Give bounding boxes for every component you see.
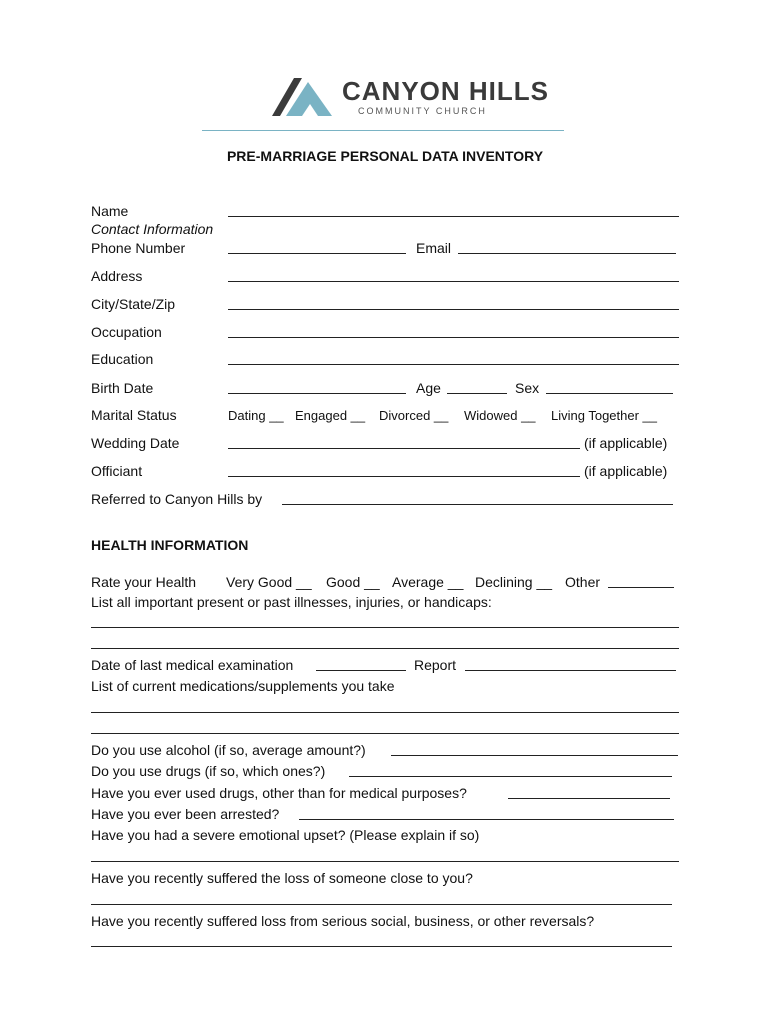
education-label: Education bbox=[91, 351, 154, 367]
alcohol-field[interactable] bbox=[391, 755, 678, 756]
wedding-date-field[interactable] bbox=[228, 448, 580, 449]
drugs-question: Do you use drugs (if so, which ones?) bbox=[91, 763, 326, 779]
phone-label: Phone Number bbox=[91, 240, 186, 256]
illness-answer-line-2[interactable] bbox=[91, 648, 679, 649]
report-field[interactable] bbox=[465, 670, 676, 671]
brand-subtitle: COMMUNITY CHURCH bbox=[358, 106, 487, 116]
occupation-label: Occupation bbox=[91, 324, 162, 340]
wedding-if-applicable: (if applicable) bbox=[584, 435, 668, 451]
birth-date-field[interactable] bbox=[228, 393, 406, 394]
contact-info-label: Contact Information bbox=[91, 221, 214, 237]
health-heading: HEALTH INFORMATION bbox=[91, 537, 249, 553]
medications-answer-line-2[interactable] bbox=[91, 733, 679, 734]
name-label: Name bbox=[91, 203, 129, 219]
rate-option-very-good[interactable]: Very Good __ bbox=[226, 574, 312, 590]
marital-option-dating[interactable]: Dating __ bbox=[228, 408, 284, 423]
reversals-answer-line[interactable] bbox=[91, 946, 672, 947]
officiant-label: Officiant bbox=[91, 463, 143, 479]
mountain-logo-icon bbox=[272, 74, 336, 116]
email-label: Email bbox=[416, 240, 452, 256]
city-state-zip-field[interactable] bbox=[228, 309, 679, 310]
header-divider bbox=[202, 130, 564, 131]
name-field[interactable] bbox=[228, 216, 679, 217]
address-label: Address bbox=[91, 268, 143, 284]
phone-field[interactable] bbox=[228, 253, 406, 254]
page-title: PRE-MARRIAGE PERSONAL DATA INVENTORY bbox=[226, 148, 544, 164]
medications-question: List of current medications/supplements you take bbox=[91, 678, 395, 694]
referred-by-field[interactable] bbox=[282, 504, 673, 505]
rate-health-label: Rate your Health bbox=[91, 574, 197, 590]
email-field[interactable] bbox=[458, 253, 676, 254]
birth-date-label: Birth Date bbox=[91, 380, 154, 396]
medications-answer-line-1[interactable] bbox=[91, 712, 679, 713]
sex-field[interactable] bbox=[546, 393, 673, 394]
occupation-field[interactable] bbox=[228, 337, 679, 338]
brand-name: CANYON HILLS bbox=[342, 76, 549, 106]
arrested-field[interactable] bbox=[299, 819, 674, 820]
used-drugs-question: Have you ever used drugs, other than for medical purposes? bbox=[91, 785, 467, 801]
arrested-question: Have you ever been arrested? bbox=[91, 806, 280, 822]
rate-option-other[interactable]: Other bbox=[565, 574, 601, 590]
emotional-upset-question: Have you had a severe emotional upset? (Please explain if so) bbox=[91, 827, 480, 843]
address-field[interactable] bbox=[228, 281, 679, 282]
rate-option-average[interactable]: Average __ bbox=[392, 574, 464, 590]
referred-by-label: Referred to Canyon Hills by bbox=[91, 491, 263, 507]
marital-option-widowed[interactable]: Widowed __ bbox=[464, 408, 536, 423]
used-drugs-field[interactable] bbox=[508, 798, 670, 799]
marital-option-living-together[interactable]: Living Together __ bbox=[551, 408, 658, 423]
medical-exam-label: Date of last medical examination bbox=[91, 657, 294, 673]
officiant-if-applicable: (if applicable) bbox=[584, 463, 668, 479]
emotional-upset-answer-line[interactable] bbox=[91, 861, 679, 862]
alcohol-question: Do you use alcohol (if so, average amount?) bbox=[91, 742, 366, 758]
city-state-zip-label: City/State/Zip bbox=[91, 296, 176, 312]
rate-other-field[interactable] bbox=[608, 587, 674, 588]
rate-option-good[interactable]: Good __ bbox=[326, 574, 380, 590]
age-label: Age bbox=[416, 380, 441, 396]
age-field[interactable] bbox=[447, 393, 507, 394]
education-field[interactable] bbox=[228, 364, 679, 365]
drugs-field[interactable] bbox=[349, 776, 672, 777]
marital-option-divorced[interactable]: Divorced __ bbox=[379, 408, 449, 423]
officiant-field[interactable] bbox=[228, 476, 580, 477]
illness-question: List all important present or past illnesses, injuries, or handicaps: bbox=[91, 594, 492, 610]
wedding-date-label: Wedding Date bbox=[91, 435, 180, 451]
illness-answer-line-1[interactable] bbox=[91, 627, 679, 628]
marital-option-engaged[interactable]: Engaged __ bbox=[295, 408, 366, 423]
rate-option-declining[interactable]: Declining __ bbox=[475, 574, 553, 590]
loss-question: Have you recently suffered the loss of someone close to you? bbox=[91, 870, 473, 886]
loss-answer-line[interactable] bbox=[91, 904, 672, 905]
report-label: Report bbox=[414, 657, 457, 673]
sex-label: Sex bbox=[515, 380, 540, 396]
reversals-question: Have you recently suffered loss from serious social, business, or other reversals? bbox=[91, 913, 595, 929]
marital-status-label: Marital Status bbox=[91, 407, 177, 423]
medical-exam-field[interactable] bbox=[316, 670, 406, 671]
